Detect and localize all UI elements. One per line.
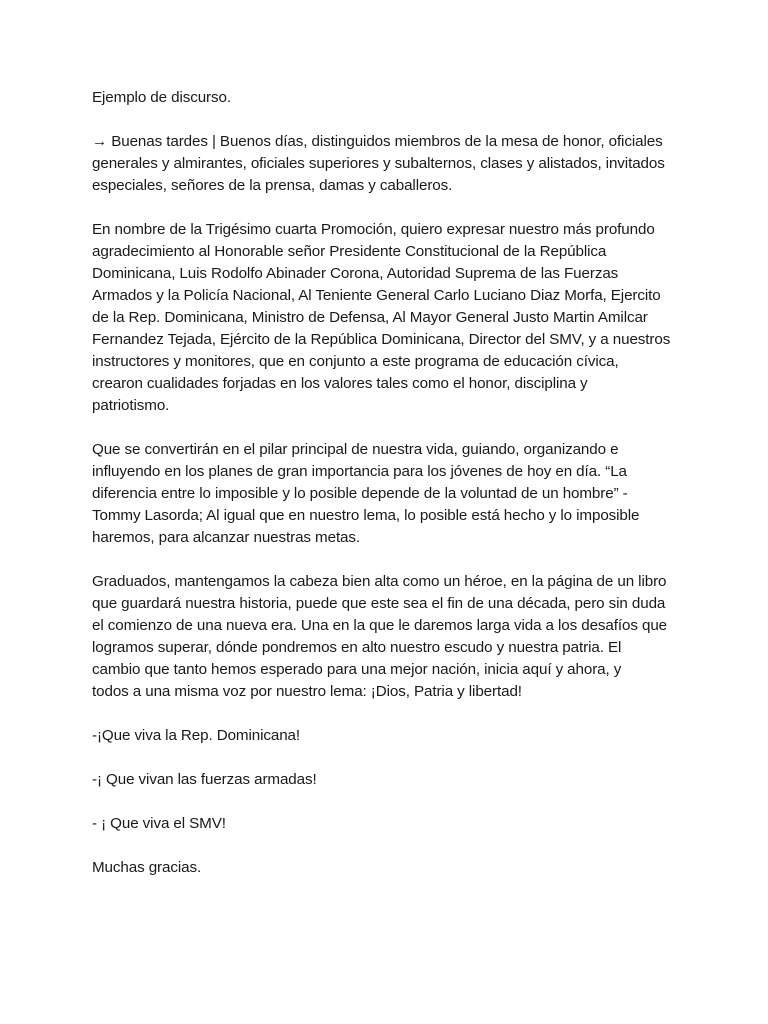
- document-body: [92, 87, 692, 901]
- acknowledgement-paragraph: En nombre de la Trigésimo cuarta Promoción, quiero expresar nuestro más profundo agradecimiento al Honorable señor Presidente Constitucional de la República Dominicana, Luis Rodolfo Abinader Corona, Autoridad Suprema de las Fuerzas Armados y la Policía Nacional, Al Teniente General Carlo Luciano Diaz Morfa, Ejercito de la Rep. Dominicana, Ministro de Defensa, Al Mayor General Justo Martin Amilcar Fernandez Tejada, Ejército de la República Dominicana, Director del SMV, y a nuestros instructores y monitores, que en conjunto a este programa de educación cívica, crearon cualidades forjadas en los valores tales como el honor, disciplina y patriotismo.: [92, 221, 671, 414]
- greeting-paragraph: → Buenas tardes | Buenos días, distinguidos miembros de la mesa de honor, oficiales generales y almirantes, oficiales superiores y subalternos, clases y alistados, invitados especiales, señores de la prensa, damas y caballeros.: [92, 133, 665, 194]
- graduates-paragraph: Graduados, mantengamos la cabeza bien alta como un héroe, en la página de un libro que guardará nuestra historia, puede que este sea el fin de una década, pero sin duda el comienzo de una nueva era. Una en la que le daremos larga vida a los desafíos que logramos superar, dónde pondremos en alto nuestro escudo y nuestra patria. El cambio que tanto hemos esperado para una mejor nación, inicia aquí y ahora, y todos a una misma voz por nuestro lema: ¡Dios, Patria y libertad!: [92, 573, 668, 700]
- closing-line: Muchas gracias.: [92, 859, 202, 876]
- cheer-line: - ¡ Que viva el SMV!: [92, 815, 226, 832]
- cheer-line: -¡ Que vivan las fuerzas armadas!: [92, 771, 317, 788]
- document-title: Ejemplo de discurso.: [92, 89, 231, 106]
- cheer-line: -¡Que viva la Rep. Dominicana!: [92, 727, 301, 744]
- purpose-paragraph: Que se convertirán en el pilar principal de nuestra vida, guiando, organizando e influyendo en los planes de gran importancia para los jóvenes de hoy en día. “La diferencia entre lo imposible y lo posible depende de la voluntad de un hombre” - Tommy Lasorda; Al igual que en nuestro lema, lo posible está hecho y lo imposible haremos, para alcanzar nuestras metas.: [92, 441, 640, 546]
